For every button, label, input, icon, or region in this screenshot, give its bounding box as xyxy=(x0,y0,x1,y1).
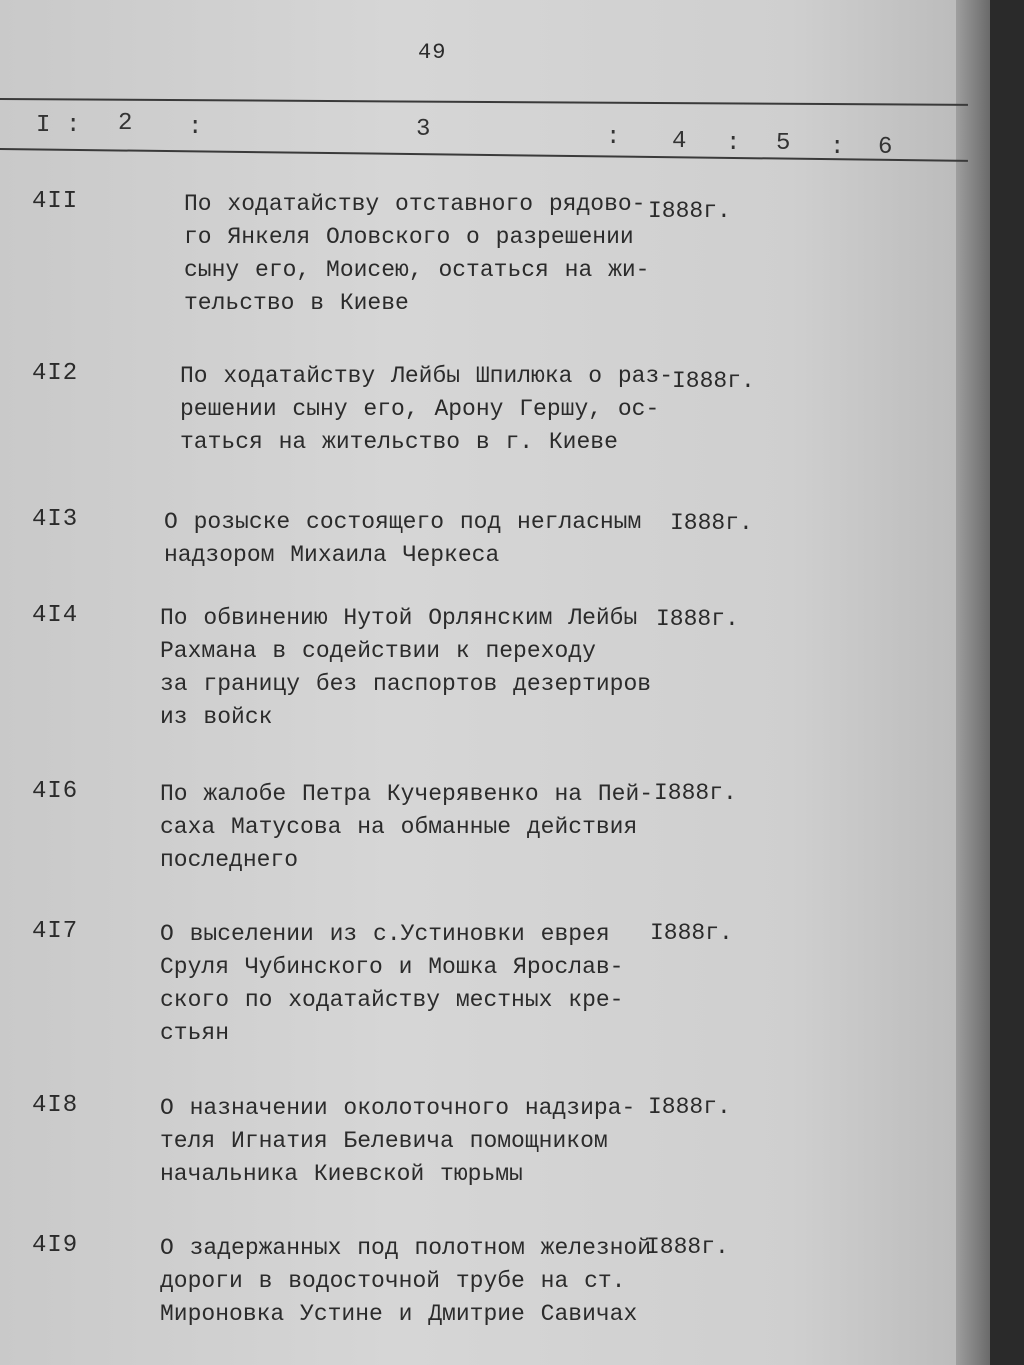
column-header-5: 5 xyxy=(776,130,791,157)
header-bottom-rule xyxy=(0,148,968,162)
page-number: 49 xyxy=(418,40,447,65)
entry-description xyxy=(164,506,654,572)
entry-line: По ходатайству Лейбы Шпилюка о раз- xyxy=(180,363,674,389)
entry-line: из войск xyxy=(160,704,273,730)
entry-description xyxy=(160,778,654,877)
entry-line: По жалобе Петра Кучерявенко на Пей- xyxy=(160,781,654,807)
entry-line: дороги в водосточной трубе на ст. xyxy=(160,1268,626,1294)
entry-description xyxy=(160,602,650,734)
column-header-6: 6 xyxy=(878,134,893,161)
column-header-3: 3 xyxy=(416,116,431,143)
entry-line: решении сыну его, Арону Гершу, ос- xyxy=(180,396,660,422)
header-top-rule xyxy=(0,98,968,106)
entry-line: го Янкеля Оловского о разрешении xyxy=(184,224,634,250)
column-separator: : xyxy=(66,112,81,139)
page-edge-shadow xyxy=(956,0,990,1365)
entry-line: О выселении из с.Устиновки еврея xyxy=(160,921,610,947)
column-header-1: I xyxy=(36,112,51,139)
entry-number: 4I4 xyxy=(32,602,79,629)
column-separator: : xyxy=(606,124,621,151)
entry-line: теля Игнатия Белевича помощником xyxy=(160,1128,608,1154)
entry-number: 4I6 xyxy=(32,778,79,805)
entry-line: надзором Михаила Черкеса xyxy=(164,542,500,568)
entry-line: О задержанных под полотном железной xyxy=(160,1235,652,1261)
entry-year: I888г. xyxy=(654,780,737,806)
entry-line: за границу без паспортов дезертиров xyxy=(160,671,652,697)
entry-year: I888г. xyxy=(672,368,755,394)
entry-line: ского по ходатайству местных кре- xyxy=(160,987,624,1013)
entry-line: По ходатайству отставного рядово- xyxy=(184,191,646,217)
entry-number: 4I9 xyxy=(32,1232,79,1259)
entry-line: стьян xyxy=(160,1020,230,1046)
column-separator: : xyxy=(726,130,741,157)
column-separator: : xyxy=(188,114,203,141)
entry-year: I888г. xyxy=(648,1094,731,1120)
entry-line: Мироновка Устине и Дмитрие Савичах xyxy=(160,1301,638,1327)
entry-year: I888г. xyxy=(646,1234,729,1260)
column-separator: : xyxy=(830,134,845,161)
entry-number: 4II xyxy=(32,188,79,215)
entry-line: таться на жительство в г. Киеве xyxy=(180,429,618,455)
entry-description xyxy=(180,360,674,459)
entry-description xyxy=(184,188,674,320)
entry-description xyxy=(160,918,650,1050)
entry-year: I888г. xyxy=(648,198,731,224)
entry-line: Сруля Чубинского и Мошка Ярослав- xyxy=(160,954,624,980)
entry-description xyxy=(160,1232,650,1331)
entry-line: О назначении околоточного надзира- xyxy=(160,1095,636,1121)
column-header-4: 4 xyxy=(672,128,687,155)
entry-number: 4I2 xyxy=(32,360,79,387)
entry-line: тельство в Киеве xyxy=(184,290,409,316)
entry-description xyxy=(160,1092,650,1191)
entry-year: I888г. xyxy=(656,606,739,632)
entry-line: саха Матусова на обманные действия xyxy=(160,814,638,840)
entry-line: последнего xyxy=(160,847,299,873)
entry-line: Рахмана в содействии к переходу xyxy=(160,638,596,664)
entry-year: I888г. xyxy=(670,510,753,536)
entry-line: О розыске состоящего под негласным xyxy=(164,509,642,535)
entry-number: 4I3 xyxy=(32,506,79,533)
entry-line: сыну его, Моисею, остаться на жи- xyxy=(184,257,650,283)
entry-number: 4I7 xyxy=(32,918,79,945)
entry-line: По обвинению Нутой Орлянским Лейбы xyxy=(160,605,638,631)
entry-year: I888г. xyxy=(650,920,733,946)
entry-number: 4I8 xyxy=(32,1092,79,1119)
column-header-2: 2 xyxy=(118,110,133,137)
entry-line: начальника Киевской тюрьмы xyxy=(160,1161,523,1187)
